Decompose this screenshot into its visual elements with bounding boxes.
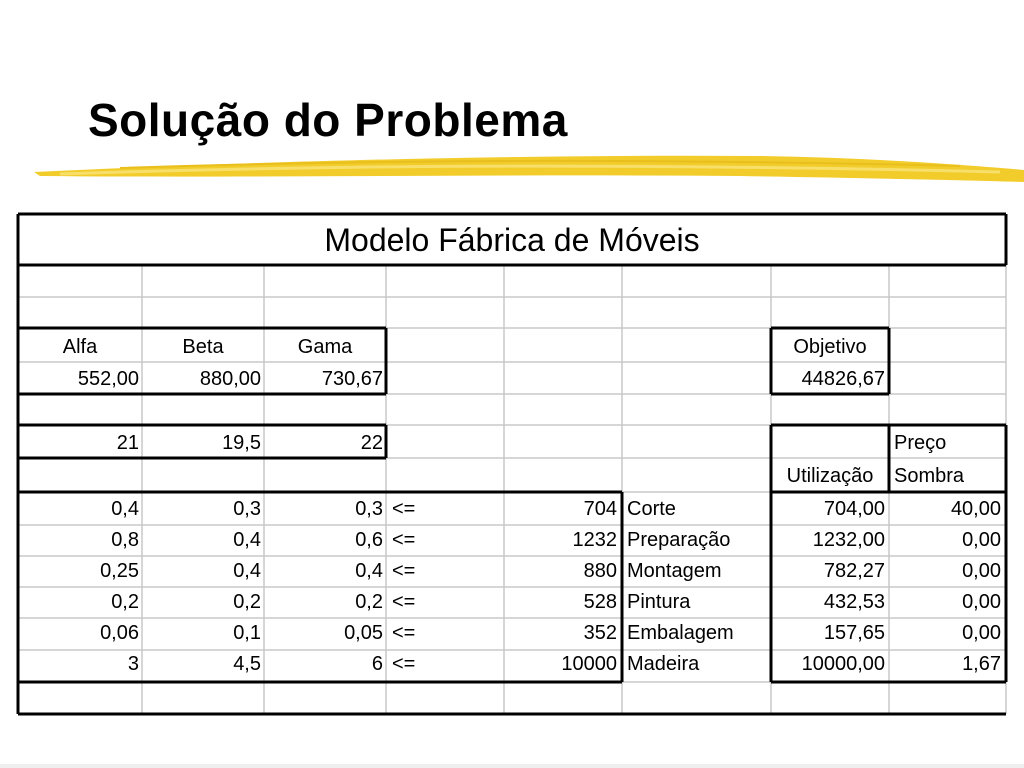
coef-c: 0,4 <box>355 560 383 582</box>
coef-b: 0,4 <box>233 560 261 582</box>
slide-title: Solução do Problema <box>88 94 568 146</box>
constraint-name: Preparação <box>627 529 731 551</box>
usage: 157,65 <box>823 622 885 644</box>
coef-a: 0,2 <box>111 591 139 613</box>
operator: <= <box>392 622 416 644</box>
constraint-name: Madeira <box>627 653 700 675</box>
shadow-price: 0,00 <box>962 591 1001 613</box>
header-alfa: Alfa <box>62 336 98 358</box>
value-objetivo: 44826,67 <box>801 368 885 390</box>
operator: <= <box>392 560 416 582</box>
rhs: 880 <box>583 560 617 582</box>
coef-c: 6 <box>371 653 383 675</box>
sheet-title: Modelo Fábrica de Móveis <box>324 222 700 258</box>
coef-beta: 19,5 <box>222 432 261 454</box>
coef-a: 3 <box>127 653 139 675</box>
shadow-price: 0,00 <box>962 560 1001 582</box>
shadow-price: 40,00 <box>950 498 1001 520</box>
header-gama: Gama <box>297 336 353 358</box>
coef-c: 0,2 <box>355 591 383 613</box>
coef-alfa: 21 <box>116 432 139 454</box>
header-sombra: Sombra <box>894 465 965 487</box>
coef-a: 0,8 <box>111 529 139 551</box>
constraint-name: Corte <box>627 498 676 520</box>
operator: <= <box>392 529 416 551</box>
usage: 432,53 <box>823 591 885 613</box>
coef-a: 0,4 <box>111 498 139 520</box>
header-preco: Preço <box>894 432 947 454</box>
shadow-price: 1,67 <box>962 653 1001 675</box>
rhs: 704 <box>583 498 617 520</box>
operator: <= <box>392 591 416 613</box>
coef-c: 0,05 <box>344 622 383 644</box>
rhs: 352 <box>583 622 617 644</box>
coef-a: 0,25 <box>100 560 139 582</box>
coef-b: 0,1 <box>233 622 261 644</box>
header-utilizacao: Utilização <box>786 465 874 487</box>
usage: 782,27 <box>823 560 885 582</box>
value-gama: 730,67 <box>321 368 383 390</box>
constraint-name: Montagem <box>627 560 722 582</box>
coef-b: 0,3 <box>233 498 261 520</box>
shadow-price: 0,00 <box>962 622 1001 644</box>
operator: <= <box>392 653 416 675</box>
coef-b: 0,2 <box>233 591 261 613</box>
rhs: 1232 <box>572 529 617 551</box>
coef-c: 0,6 <box>355 529 383 551</box>
header-objetivo: Objetivo <box>793 336 867 358</box>
coef-a: 0,06 <box>100 622 139 644</box>
header-beta: Beta <box>182 336 224 358</box>
rhs: 528 <box>583 591 617 613</box>
value-alfa: 552,00 <box>77 368 139 390</box>
value-beta: 880,00 <box>199 368 261 390</box>
coef-c: 0,3 <box>355 498 383 520</box>
constraint-name: Pintura <box>627 591 691 613</box>
slide-footer-band <box>0 764 1024 768</box>
coef-b: 0,4 <box>233 529 261 551</box>
coef-gama: 22 <box>360 432 383 454</box>
rhs: 10000 <box>561 653 617 675</box>
usage: 1232,00 <box>812 529 885 551</box>
coef-b: 4,5 <box>233 653 261 675</box>
usage: 10000,00 <box>801 653 885 675</box>
usage: 704,00 <box>823 498 885 520</box>
constraint-name: Embalagem <box>627 622 734 644</box>
operator: <= <box>392 498 416 520</box>
shadow-price: 0,00 <box>962 529 1001 551</box>
